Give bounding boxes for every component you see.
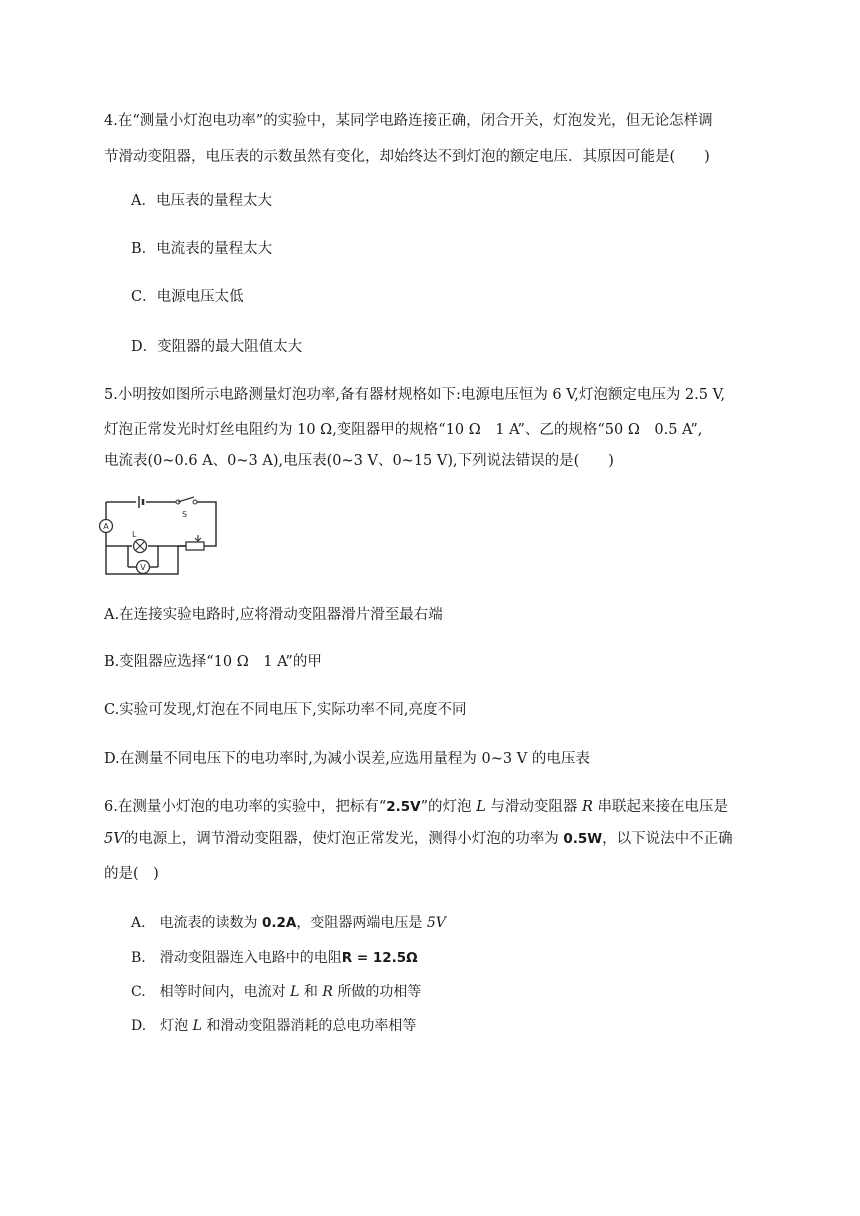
ammeter-icon bbox=[100, 520, 113, 533]
q6-stem-text: ，以下说法中不正确 bbox=[602, 831, 733, 847]
symbol-r: R bbox=[582, 799, 593, 815]
q5-option-c: C.实验可发现,灯泡在不同电压下,实际功率不同,亮度不同 bbox=[104, 702, 467, 718]
q5-option-d: D.在测量不同电压下的电功率时,为减小误差,应选用量程为 0~3 V 的电压表 bbox=[104, 751, 590, 767]
q6-option-c bbox=[131, 982, 421, 1002]
ammeter-label: A bbox=[103, 522, 109, 531]
q6-stem-text: 的电源上，调节滑动变阻器，使灯泡正常发光，测得小灯泡的功率为 bbox=[123, 831, 559, 847]
circuit-diagram bbox=[98, 492, 222, 580]
q4-stem-line1: 4.在“测量小灯泡电功率”的实验中，某同学电路连接正确，闭合开关，灯泡发光，但无论怎样调 bbox=[104, 113, 713, 129]
resistance-value: R = 12.5Ω bbox=[341, 950, 418, 966]
q6-option-text: 和滑动变阻器消耗的总电功率相等 bbox=[206, 1018, 417, 1034]
q4-option-c: C．电源电压太低 bbox=[131, 289, 244, 305]
lamp-icon bbox=[132, 530, 147, 553]
q6-stem-line1 bbox=[104, 797, 728, 817]
q6-stem-text: 串联起来接在电压是 bbox=[597, 799, 729, 815]
q6-stem-line3: 的是( ) bbox=[104, 866, 159, 882]
q5-option-b: B.变阻器应选择“10 Ω 1 A”的甲 bbox=[104, 654, 322, 670]
switch-icon bbox=[176, 497, 197, 519]
symbol-l: L bbox=[192, 1018, 202, 1034]
q6-option-text: C. 相等时间内，电流对 bbox=[131, 984, 286, 1000]
voltage-value: 5V bbox=[426, 915, 446, 931]
symbol-l: L bbox=[290, 984, 300, 1000]
q4-stem-line2: 节滑动变阻器，电压表的示数虽然有变化，却始终达不到灯泡的额定电压．其原因可能是( ) bbox=[104, 149, 710, 165]
lamp-label: L bbox=[132, 530, 137, 539]
q6-stem-text: 6.在测量小灯泡的电功率的实验中，把标有“ bbox=[104, 799, 387, 815]
source-voltage: 5V bbox=[104, 831, 124, 847]
q6-option-text: 所做的功相等 bbox=[337, 984, 422, 1000]
lamp-power: 0.5W bbox=[563, 831, 603, 847]
q6-option-d bbox=[131, 1016, 416, 1036]
q6-option-text: B. 滑动变阻器连入电路中的电阻 bbox=[131, 950, 342, 966]
q6-option-a bbox=[131, 913, 446, 933]
q4-option-b: B．电流表的量程太大 bbox=[131, 241, 273, 257]
q4-option-d: D．变阻器的最大阻值太大 bbox=[131, 339, 303, 355]
switch-label: S bbox=[182, 510, 188, 519]
q5-option-a: A.在连接实验电路时,应将滑动变阻器滑片滑至最右端 bbox=[104, 607, 443, 623]
q6-stem-text: 与滑动变阻器 bbox=[490, 799, 578, 815]
q5-stem-line3: 电流表(0~0.6 A、0~3 A),电压表(0~3 V、0~15 V),下列说法错误的是( ) bbox=[104, 453, 614, 469]
q6-option-text: A. 电流表的读数为 bbox=[131, 915, 258, 931]
q4-option-a: A．电压表的量程太大 bbox=[131, 193, 272, 209]
q6-option-b bbox=[131, 948, 418, 968]
symbol-r: R bbox=[322, 984, 333, 1000]
symbol-l: L bbox=[476, 799, 486, 815]
q6-option-text: 和 bbox=[303, 984, 318, 1000]
rated-voltage: 2.5V bbox=[386, 799, 421, 815]
q6-option-text: D. 灯泡 bbox=[131, 1018, 189, 1034]
voltmeter-label: V bbox=[140, 563, 146, 572]
voltmeter-icon bbox=[128, 561, 158, 574]
q5-stem-line1: 5.小明按如图所示电路测量灯泡功率,备有器材规格如下:电源电压恒为 6 V,灯泡额定电压为 2.5 V, bbox=[104, 387, 726, 403]
q5-stem-line2: 灯泡正常发光时灯丝电阻约为 10 Ω,变阻器甲的规格“10 Ω 1 A”、乙的规格“50 Ω 0.5 A”, bbox=[104, 422, 703, 438]
q6-stem-line2 bbox=[104, 829, 733, 849]
rheostat-icon bbox=[186, 535, 204, 550]
current-value: 0.2A bbox=[262, 915, 297, 931]
q6-stem-text: ”的灯泡 bbox=[420, 799, 472, 815]
battery-icon bbox=[139, 496, 143, 508]
q6-option-text: ，变阻器两端电压是 bbox=[296, 915, 423, 931]
